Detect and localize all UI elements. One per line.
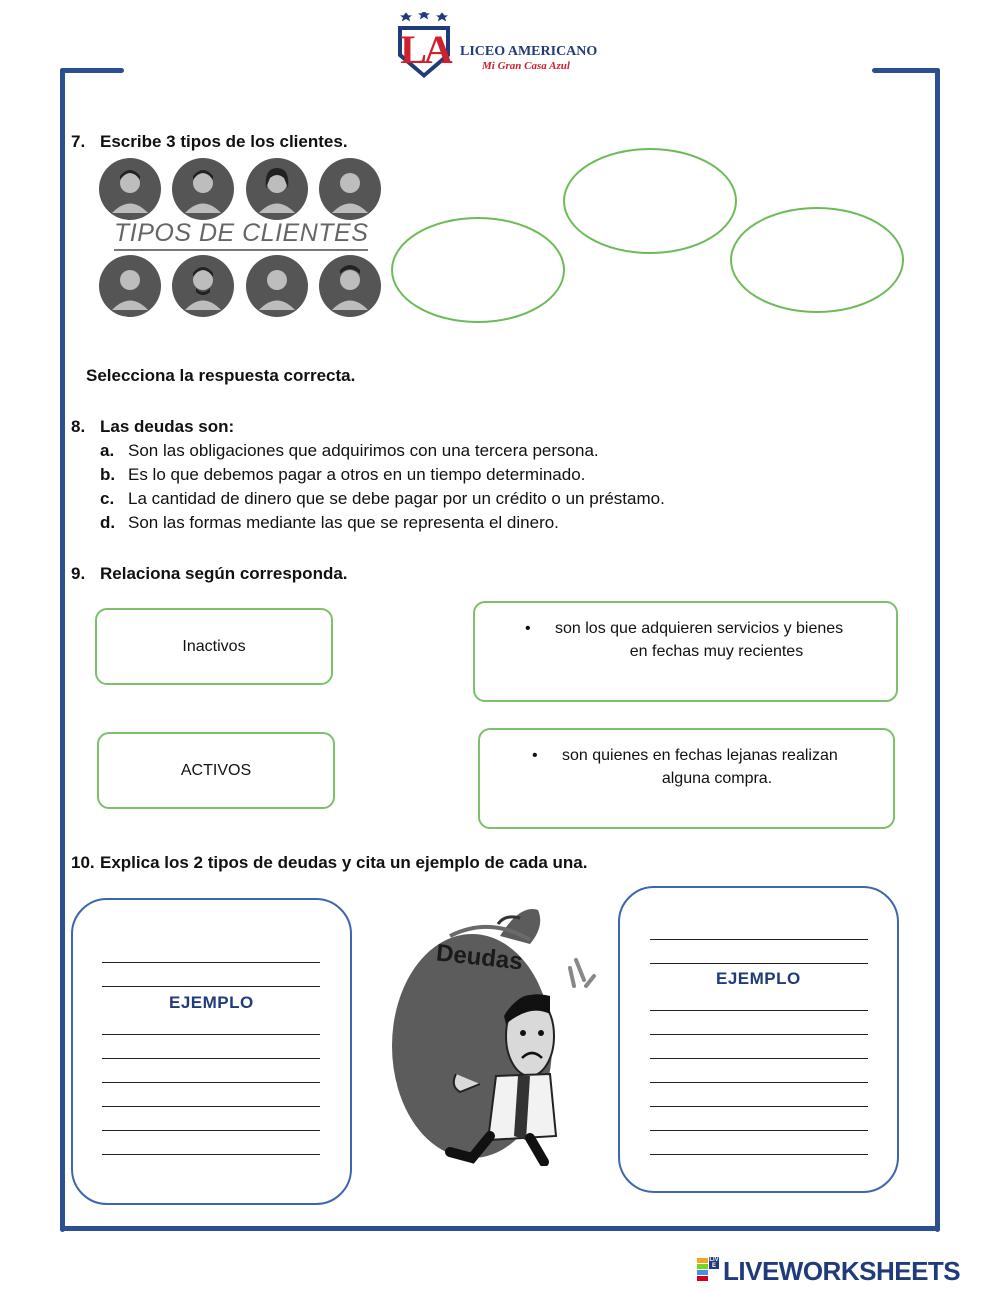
match-right-lejanas-line2: alguna compra. (661, 770, 773, 787)
question-7-title (71, 132, 348, 152)
question-10-number: 10. (71, 853, 95, 872)
debt-type-2-answer-box[interactable] (618, 886, 899, 1193)
bullet: • (532, 747, 538, 764)
write-line (102, 1058, 320, 1059)
question-9-title (71, 564, 348, 584)
write-line (102, 986, 320, 987)
liveworksheets-logo[interactable] (697, 1256, 997, 1286)
option-b[interactable] (100, 465, 585, 485)
school-motto: Mi Gran Casa Azul (482, 60, 570, 72)
question-9-text: Relaciona según corresponda. (100, 564, 348, 583)
option-a[interactable] (100, 441, 599, 461)
write-line (650, 1058, 868, 1059)
match-left-activos[interactable] (97, 732, 335, 809)
match-right-lejanas[interactable] (478, 728, 895, 829)
match-right-recientes-line2: en fechas muy recientes (629, 643, 804, 660)
answer-oval-3[interactable] (730, 207, 904, 313)
write-line (650, 1010, 868, 1011)
option-a-letter: a. (100, 441, 115, 460)
brand-vertical-text: LIVE (709, 1257, 719, 1270)
client-types-label: TIPOS DE CLIENTES (114, 219, 369, 247)
answer-oval-2[interactable] (563, 148, 737, 254)
write-line (102, 1130, 320, 1131)
logo-letters: LA (400, 27, 450, 72)
match-left-inactivos-label: Inactivos (182, 638, 246, 655)
answer-oval-1[interactable] (391, 217, 565, 323)
option-d[interactable] (100, 513, 559, 533)
write-line (650, 1082, 868, 1083)
option-c[interactable] (100, 489, 665, 509)
option-d-letter: d. (100, 513, 116, 532)
bullet: • (525, 620, 531, 637)
write-line (102, 962, 320, 963)
write-line (650, 1154, 868, 1155)
write-line (102, 1082, 320, 1083)
example-label-left: EJEMPLO (169, 993, 254, 1012)
question-10-title (71, 853, 587, 873)
write-line (102, 1106, 320, 1107)
write-line (650, 1034, 868, 1035)
question-7-number: 7. (71, 132, 86, 151)
instruction-text: Selecciona la respuesta correcta. (86, 366, 356, 385)
question-7-text: Escribe 3 tipos de los clientes. (100, 132, 348, 151)
option-b-text: Es lo que debemos pagar a otros en un tiempo determinado. (128, 465, 586, 484)
write-line (650, 963, 868, 964)
question-8-text: Las deudas son: (100, 417, 235, 436)
option-a-text: Son las obligaciones que adquirimos con una tercera persona. (128, 441, 599, 460)
school-logo (388, 12, 618, 84)
brand-name: LIVEWORKSHEETS (723, 1256, 961, 1286)
debt-bag-icon (380, 896, 610, 1166)
match-right-recientes-text1: son los que adquieren servicios y bienes (555, 620, 844, 637)
option-c-text: La cantidad de dinero que se debe pagar por un crédito o un préstamo. (128, 489, 665, 508)
match-right-recientes-line1 (525, 620, 843, 638)
match-left-activos-label: ACTIVOS (180, 762, 252, 779)
brand-color-blocks (697, 1258, 721, 1282)
write-line (102, 1034, 320, 1035)
match-left-inactivos[interactable] (95, 608, 333, 685)
school-name: LICEO AMERICANO (460, 44, 598, 59)
match-right-lejanas-text1: son quienes en fechas lejanas realizan (562, 747, 838, 764)
option-c-letter: c. (100, 489, 115, 508)
write-line (102, 1154, 320, 1155)
write-line (650, 939, 868, 940)
option-b-letter: b. (100, 465, 116, 484)
match-right-recientes[interactable] (473, 601, 898, 702)
write-line (650, 1106, 868, 1107)
question-8-title (71, 417, 234, 437)
match-right-lejanas-line1 (532, 747, 838, 765)
debt-type-1-answer-box[interactable] (71, 898, 352, 1205)
write-line (650, 1130, 868, 1131)
debt-illustration-label: Deudas (434, 939, 524, 976)
question-8-number: 8. (71, 417, 86, 436)
client-types-image (98, 158, 384, 320)
debt-illustration (380, 896, 610, 1166)
question-9-number: 9. (71, 564, 86, 583)
question-10-text: Explica los 2 tipos de deudas y cita un ejemplo de cada una. (100, 853, 588, 872)
option-d-text: Son las formas mediante las que se representa el dinero. (128, 513, 559, 532)
example-label-right: EJEMPLO (716, 969, 801, 988)
